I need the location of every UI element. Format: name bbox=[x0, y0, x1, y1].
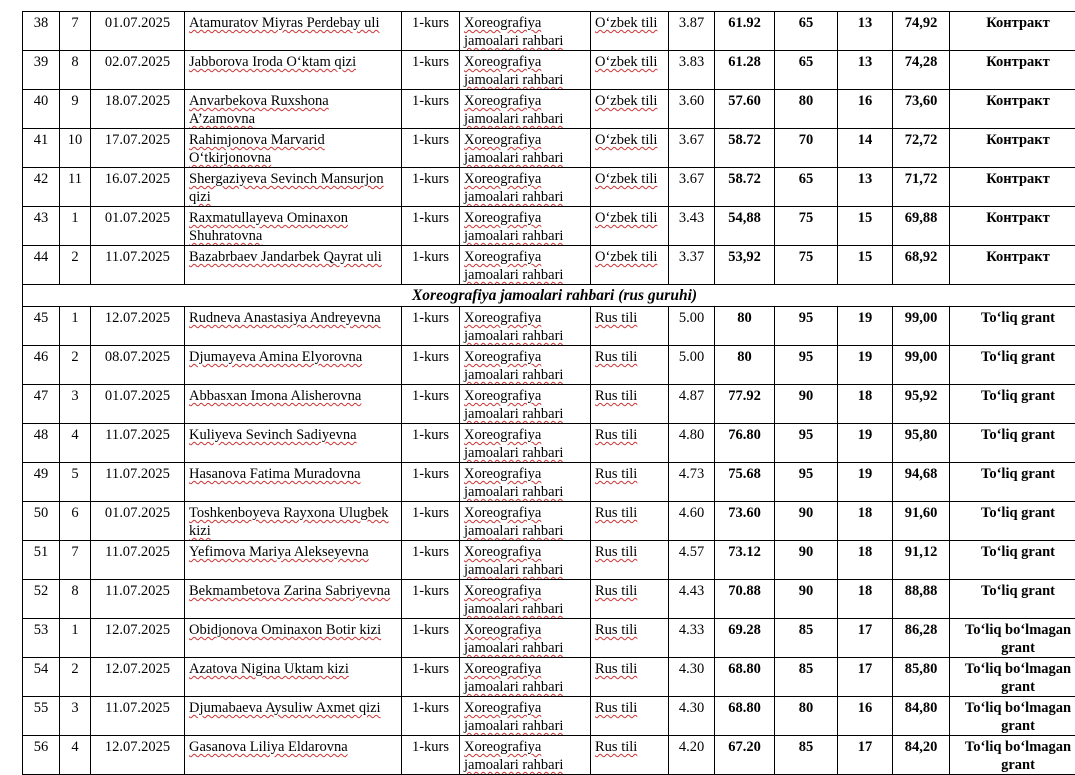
gpa-value: 4.73 bbox=[669, 463, 715, 502]
table-row bbox=[23, 168, 1075, 207]
row-number: 42 bbox=[23, 168, 60, 207]
course-level: 1-kurs bbox=[402, 90, 460, 129]
total-score: 86,28 bbox=[893, 619, 950, 658]
section-header-row bbox=[23, 285, 1075, 307]
total-score: 85,80 bbox=[893, 658, 950, 697]
row-number: 46 bbox=[23, 346, 60, 385]
gpa-value: 4.20 bbox=[669, 736, 715, 775]
specialty: Xoreografiya jamoalari rahbari bbox=[460, 168, 591, 207]
score-three: 13 bbox=[838, 12, 893, 51]
row-number: 48 bbox=[23, 424, 60, 463]
student-name: Rahimjonova Marvarid O‘tkirjonovna bbox=[185, 129, 402, 168]
specialty: Xoreografiya jamoalari rahbari bbox=[460, 207, 591, 246]
student-name: Djumabaeva Aysuliw Axmet qizi bbox=[185, 697, 402, 736]
table-row bbox=[23, 502, 1075, 541]
application-date: 17.07.2025 bbox=[91, 129, 185, 168]
specialty: Xoreografiya jamoalari rahbari bbox=[460, 463, 591, 502]
score-three: 18 bbox=[838, 502, 893, 541]
row-number: 44 bbox=[23, 246, 60, 285]
application-date: 12.07.2025 bbox=[91, 736, 185, 775]
row-number: 51 bbox=[23, 541, 60, 580]
score-two: 90 bbox=[775, 580, 838, 619]
total-score: 84,20 bbox=[893, 736, 950, 775]
row-number: 52 bbox=[23, 580, 60, 619]
study-language: O‘zbek tili bbox=[591, 51, 669, 90]
score-two: 85 bbox=[775, 658, 838, 697]
score-two: 85 bbox=[775, 736, 838, 775]
application-date: 11.07.2025 bbox=[91, 246, 185, 285]
score-three: 19 bbox=[838, 346, 893, 385]
study-language: Rus tili bbox=[591, 580, 669, 619]
admission-status: To‘liq grant bbox=[950, 385, 1075, 424]
gpa-value: 5.00 bbox=[669, 307, 715, 346]
score-two: 75 bbox=[775, 246, 838, 285]
study-language: Rus tili bbox=[591, 346, 669, 385]
group-index: 8 bbox=[60, 580, 91, 619]
group-index: 2 bbox=[60, 346, 91, 385]
score-two: 95 bbox=[775, 463, 838, 502]
table-row bbox=[23, 580, 1075, 619]
admission-status: To‘liq bo‘lmagan grant bbox=[950, 619, 1075, 658]
table-row bbox=[23, 541, 1075, 580]
gpa-value: 3.87 bbox=[669, 12, 715, 51]
gpa-value: 3.37 bbox=[669, 246, 715, 285]
course-level: 1-kurs bbox=[402, 168, 460, 207]
score-one: 80 bbox=[715, 307, 775, 346]
score-one: 68.80 bbox=[715, 697, 775, 736]
admission-status: To‘liq grant bbox=[950, 580, 1075, 619]
group-index: 8 bbox=[60, 51, 91, 90]
course-level: 1-kurs bbox=[402, 736, 460, 775]
gpa-value: 3.83 bbox=[669, 51, 715, 90]
gpa-value: 4.43 bbox=[669, 580, 715, 619]
student-name: Jabborova Iroda O‘ktam qizi bbox=[185, 51, 402, 90]
student-name: Raxmatullayeva Ominaxon Shuhratovna bbox=[185, 207, 402, 246]
specialty: Xoreografiya jamoalari rahbari bbox=[460, 502, 591, 541]
gpa-value: 4.33 bbox=[669, 619, 715, 658]
study-language: Rus tili bbox=[591, 463, 669, 502]
course-level: 1-kurs bbox=[402, 129, 460, 168]
admission-status: To‘liq grant bbox=[950, 502, 1075, 541]
gpa-value: 3.60 bbox=[669, 90, 715, 129]
student-name: Abbasxan Imona Alisherovna bbox=[185, 385, 402, 424]
total-score: 99,00 bbox=[893, 307, 950, 346]
specialty: Xoreografiya jamoalari rahbari bbox=[460, 736, 591, 775]
admission-status: To‘liq grant bbox=[950, 346, 1075, 385]
course-level: 1-kurs bbox=[402, 385, 460, 424]
course-level: 1-kurs bbox=[402, 502, 460, 541]
admission-status: To‘liq bo‘lmagan grant bbox=[950, 736, 1075, 775]
table-row bbox=[23, 51, 1075, 90]
table-row bbox=[23, 736, 1075, 775]
specialty: Xoreografiya jamoalari rahbari bbox=[460, 658, 591, 697]
specialty: Xoreografiya jamoalari rahbari bbox=[460, 51, 591, 90]
admission-status: Контракт bbox=[950, 90, 1075, 129]
admission-status: Контракт bbox=[950, 129, 1075, 168]
student-name: Atamuratov Miyras Perdebay uli bbox=[185, 12, 402, 51]
gpa-value: 4.30 bbox=[669, 658, 715, 697]
score-three: 17 bbox=[838, 619, 893, 658]
gpa-value: 4.30 bbox=[669, 697, 715, 736]
application-date: 01.07.2025 bbox=[91, 207, 185, 246]
score-two: 65 bbox=[775, 168, 838, 207]
application-date: 11.07.2025 bbox=[91, 541, 185, 580]
course-level: 1-kurs bbox=[402, 463, 460, 502]
group-index: 4 bbox=[60, 424, 91, 463]
specialty: Xoreografiya jamoalari rahbari bbox=[460, 580, 591, 619]
group-index: 10 bbox=[60, 129, 91, 168]
score-two: 95 bbox=[775, 346, 838, 385]
specialty: Xoreografiya jamoalari rahbari bbox=[460, 12, 591, 51]
study-language: O‘zbek tili bbox=[591, 246, 669, 285]
application-date: 01.07.2025 bbox=[91, 502, 185, 541]
score-two: 90 bbox=[775, 385, 838, 424]
score-one: 53,92 bbox=[715, 246, 775, 285]
student-name: Gasanova Liliya Eldarovna bbox=[185, 736, 402, 775]
total-score: 73,60 bbox=[893, 90, 950, 129]
row-number: 54 bbox=[23, 658, 60, 697]
specialty: Xoreografiya jamoalari rahbari bbox=[460, 619, 591, 658]
course-level: 1-kurs bbox=[402, 424, 460, 463]
gpa-value: 5.00 bbox=[669, 346, 715, 385]
student-name: Bekmambetova Zarina Sabriyevna bbox=[185, 580, 402, 619]
score-three: 19 bbox=[838, 307, 893, 346]
total-score: 68,92 bbox=[893, 246, 950, 285]
gpa-value: 3.43 bbox=[669, 207, 715, 246]
course-level: 1-kurs bbox=[402, 307, 460, 346]
specialty: Xoreografiya jamoalari rahbari bbox=[460, 246, 591, 285]
row-number: 45 bbox=[23, 307, 60, 346]
score-one: 73.60 bbox=[715, 502, 775, 541]
total-score: 74,92 bbox=[893, 12, 950, 51]
total-score: 71,72 bbox=[893, 168, 950, 207]
table-row bbox=[23, 346, 1075, 385]
gpa-value: 4.80 bbox=[669, 424, 715, 463]
total-score: 95,92 bbox=[893, 385, 950, 424]
total-score: 69,88 bbox=[893, 207, 950, 246]
course-level: 1-kurs bbox=[402, 12, 460, 51]
application-date: 12.07.2025 bbox=[91, 658, 185, 697]
table-row bbox=[23, 207, 1075, 246]
score-one: 70.88 bbox=[715, 580, 775, 619]
admission-status: Контракт bbox=[950, 168, 1075, 207]
specialty: Xoreografiya jamoalari rahbari bbox=[460, 307, 591, 346]
row-number: 39 bbox=[23, 51, 60, 90]
group-index: 6 bbox=[60, 502, 91, 541]
gpa-value: 3.67 bbox=[669, 129, 715, 168]
score-two: 90 bbox=[775, 502, 838, 541]
course-level: 1-kurs bbox=[402, 246, 460, 285]
gpa-value: 3.67 bbox=[669, 168, 715, 207]
group-index: 11 bbox=[60, 168, 91, 207]
application-date: 02.07.2025 bbox=[91, 51, 185, 90]
course-level: 1-kurs bbox=[402, 541, 460, 580]
application-date: 16.07.2025 bbox=[91, 168, 185, 207]
application-date: 01.07.2025 bbox=[91, 12, 185, 51]
application-date: 08.07.2025 bbox=[91, 346, 185, 385]
group-index: 9 bbox=[60, 90, 91, 129]
total-score: 91,60 bbox=[893, 502, 950, 541]
score-one: 67.20 bbox=[715, 736, 775, 775]
row-number: 49 bbox=[23, 463, 60, 502]
table-row bbox=[23, 385, 1075, 424]
study-language: Rus tili bbox=[591, 658, 669, 697]
score-two: 70 bbox=[775, 129, 838, 168]
total-score: 72,72 bbox=[893, 129, 950, 168]
group-index: 2 bbox=[60, 246, 91, 285]
application-date: 11.07.2025 bbox=[91, 463, 185, 502]
application-date: 12.07.2025 bbox=[91, 619, 185, 658]
row-number: 41 bbox=[23, 129, 60, 168]
total-score: 91,12 bbox=[893, 541, 950, 580]
study-language: Rus tili bbox=[591, 541, 669, 580]
score-one: 76.80 bbox=[715, 424, 775, 463]
total-score: 94,68 bbox=[893, 463, 950, 502]
table-row bbox=[23, 12, 1075, 51]
group-index: 2 bbox=[60, 658, 91, 697]
student-name: Hasanova Fatima Muradovna bbox=[185, 463, 402, 502]
group-index: 1 bbox=[60, 207, 91, 246]
score-three: 18 bbox=[838, 385, 893, 424]
score-three: 16 bbox=[838, 90, 893, 129]
study-language: O‘zbek tili bbox=[591, 207, 669, 246]
total-score: 74,28 bbox=[893, 51, 950, 90]
study-language: Rus tili bbox=[591, 385, 669, 424]
score-three: 17 bbox=[838, 736, 893, 775]
admission-status: Контракт bbox=[950, 51, 1075, 90]
student-name: Obidjonova Ominaxon Botir kizi bbox=[185, 619, 402, 658]
total-score: 84,80 bbox=[893, 697, 950, 736]
score-one: 68.80 bbox=[715, 658, 775, 697]
score-two: 65 bbox=[775, 12, 838, 51]
student-name: Kuliyeva Sevinch Sadiyevna bbox=[185, 424, 402, 463]
row-number: 47 bbox=[23, 385, 60, 424]
score-one: 75.68 bbox=[715, 463, 775, 502]
specialty: Xoreografiya jamoalari rahbari bbox=[460, 90, 591, 129]
score-three: 16 bbox=[838, 697, 893, 736]
study-language: O‘zbek tili bbox=[591, 129, 669, 168]
applicants-table bbox=[22, 11, 1075, 775]
application-date: 18.07.2025 bbox=[91, 90, 185, 129]
application-date: 12.07.2025 bbox=[91, 307, 185, 346]
specialty: Xoreografiya jamoalari rahbari bbox=[460, 346, 591, 385]
course-level: 1-kurs bbox=[402, 51, 460, 90]
course-level: 1-kurs bbox=[402, 580, 460, 619]
admission-status: To‘liq bo‘lmagan grant bbox=[950, 658, 1075, 697]
score-three: 14 bbox=[838, 129, 893, 168]
total-score: 99,00 bbox=[893, 346, 950, 385]
specialty: Xoreografiya jamoalari rahbari bbox=[460, 697, 591, 736]
score-one: 77.92 bbox=[715, 385, 775, 424]
student-name: Toshkenboyeva Rayxona Ulugbek kizi bbox=[185, 502, 402, 541]
table-row bbox=[23, 307, 1075, 346]
course-level: 1-kurs bbox=[402, 619, 460, 658]
study-language: O‘zbek tili bbox=[591, 90, 669, 129]
table-row bbox=[23, 424, 1075, 463]
gpa-value: 4.87 bbox=[669, 385, 715, 424]
admission-status: To‘liq grant bbox=[950, 307, 1075, 346]
table-row bbox=[23, 246, 1075, 285]
table-row bbox=[23, 463, 1075, 502]
row-number: 40 bbox=[23, 90, 60, 129]
application-date: 11.07.2025 bbox=[91, 697, 185, 736]
score-one: 54,88 bbox=[715, 207, 775, 246]
student-name: Djumayeva Amina Elyorovna bbox=[185, 346, 402, 385]
application-date: 01.07.2025 bbox=[91, 385, 185, 424]
total-score: 95,80 bbox=[893, 424, 950, 463]
score-one: 73.12 bbox=[715, 541, 775, 580]
score-three: 13 bbox=[838, 51, 893, 90]
admission-status: To‘liq grant bbox=[950, 424, 1075, 463]
score-one: 58.72 bbox=[715, 129, 775, 168]
group-index: 1 bbox=[60, 307, 91, 346]
course-level: 1-kurs bbox=[402, 658, 460, 697]
row-number: 50 bbox=[23, 502, 60, 541]
study-language: Rus tili bbox=[591, 736, 669, 775]
specialty: Xoreografiya jamoalari rahbari bbox=[460, 541, 591, 580]
student-name: Anvarbekova Ruxshona A’zamovna bbox=[185, 90, 402, 129]
table-row bbox=[23, 619, 1075, 658]
student-name: Shergaziyeva Sevinch Mansurjon qizi bbox=[185, 168, 402, 207]
score-two: 85 bbox=[775, 619, 838, 658]
score-three: 17 bbox=[838, 658, 893, 697]
score-two: 95 bbox=[775, 424, 838, 463]
group-index: 3 bbox=[60, 697, 91, 736]
score-two: 75 bbox=[775, 207, 838, 246]
row-number: 55 bbox=[23, 697, 60, 736]
study-language: O‘zbek tili bbox=[591, 12, 669, 51]
course-level: 1-kurs bbox=[402, 207, 460, 246]
student-name: Bazabrbaev Jandarbek Qayrat uli bbox=[185, 246, 402, 285]
score-three: 15 bbox=[838, 246, 893, 285]
student-name: Azatova Nigina Uktam kizi bbox=[185, 658, 402, 697]
group-index: 7 bbox=[60, 541, 91, 580]
table-row bbox=[23, 697, 1075, 736]
group-index: 1 bbox=[60, 619, 91, 658]
score-two: 80 bbox=[775, 697, 838, 736]
group-index: 7 bbox=[60, 12, 91, 51]
score-two: 80 bbox=[775, 90, 838, 129]
admission-status: Контракт bbox=[950, 12, 1075, 51]
study-language: Rus tili bbox=[591, 697, 669, 736]
application-date: 11.07.2025 bbox=[91, 580, 185, 619]
application-date: 11.07.2025 bbox=[91, 424, 185, 463]
gpa-value: 4.60 bbox=[669, 502, 715, 541]
row-number: 56 bbox=[23, 736, 60, 775]
score-one: 57.60 bbox=[715, 90, 775, 129]
score-one: 58.72 bbox=[715, 168, 775, 207]
admission-status: To‘liq bo‘lmagan grant bbox=[950, 697, 1075, 736]
admission-status: To‘liq grant bbox=[950, 463, 1075, 502]
score-three: 19 bbox=[838, 424, 893, 463]
study-language: Rus tili bbox=[591, 424, 669, 463]
admission-status: Контракт bbox=[950, 246, 1075, 285]
group-index: 5 bbox=[60, 463, 91, 502]
score-two: 90 bbox=[775, 541, 838, 580]
gpa-value: 4.57 bbox=[669, 541, 715, 580]
specialty: Xoreografiya jamoalari rahbari bbox=[460, 129, 591, 168]
study-language: Rus tili bbox=[591, 619, 669, 658]
score-one: 61.28 bbox=[715, 51, 775, 90]
score-three: 19 bbox=[838, 463, 893, 502]
row-number: 43 bbox=[23, 207, 60, 246]
specialty: Xoreografiya jamoalari rahbari bbox=[460, 424, 591, 463]
score-one: 69.28 bbox=[715, 619, 775, 658]
score-three: 18 bbox=[838, 541, 893, 580]
section-title: Xoreografiya jamoalari rahbari (rus guruhi) bbox=[23, 285, 1075, 307]
score-two: 95 bbox=[775, 307, 838, 346]
score-one: 80 bbox=[715, 346, 775, 385]
score-three: 15 bbox=[838, 207, 893, 246]
total-score: 88,88 bbox=[893, 580, 950, 619]
study-language: O‘zbek tili bbox=[591, 168, 669, 207]
admission-status: Контракт bbox=[950, 207, 1075, 246]
score-three: 13 bbox=[838, 168, 893, 207]
study-language: Rus tili bbox=[591, 307, 669, 346]
score-two: 65 bbox=[775, 51, 838, 90]
group-index: 4 bbox=[60, 736, 91, 775]
student-name: Rudneva Anastasiya Andreyevna bbox=[185, 307, 402, 346]
score-one: 61.92 bbox=[715, 12, 775, 51]
course-level: 1-kurs bbox=[402, 346, 460, 385]
course-level: 1-kurs bbox=[402, 697, 460, 736]
admission-status: To‘liq grant bbox=[950, 541, 1075, 580]
table-row bbox=[23, 658, 1075, 697]
specialty: Xoreografiya jamoalari rahbari bbox=[460, 385, 591, 424]
row-number: 53 bbox=[23, 619, 60, 658]
study-language: Rus tili bbox=[591, 502, 669, 541]
table-row bbox=[23, 129, 1075, 168]
table-row bbox=[23, 90, 1075, 129]
group-index: 3 bbox=[60, 385, 91, 424]
row-number: 38 bbox=[23, 12, 60, 51]
score-three: 18 bbox=[838, 580, 893, 619]
student-name: Yefimova Mariya Alekseyevna bbox=[185, 541, 402, 580]
